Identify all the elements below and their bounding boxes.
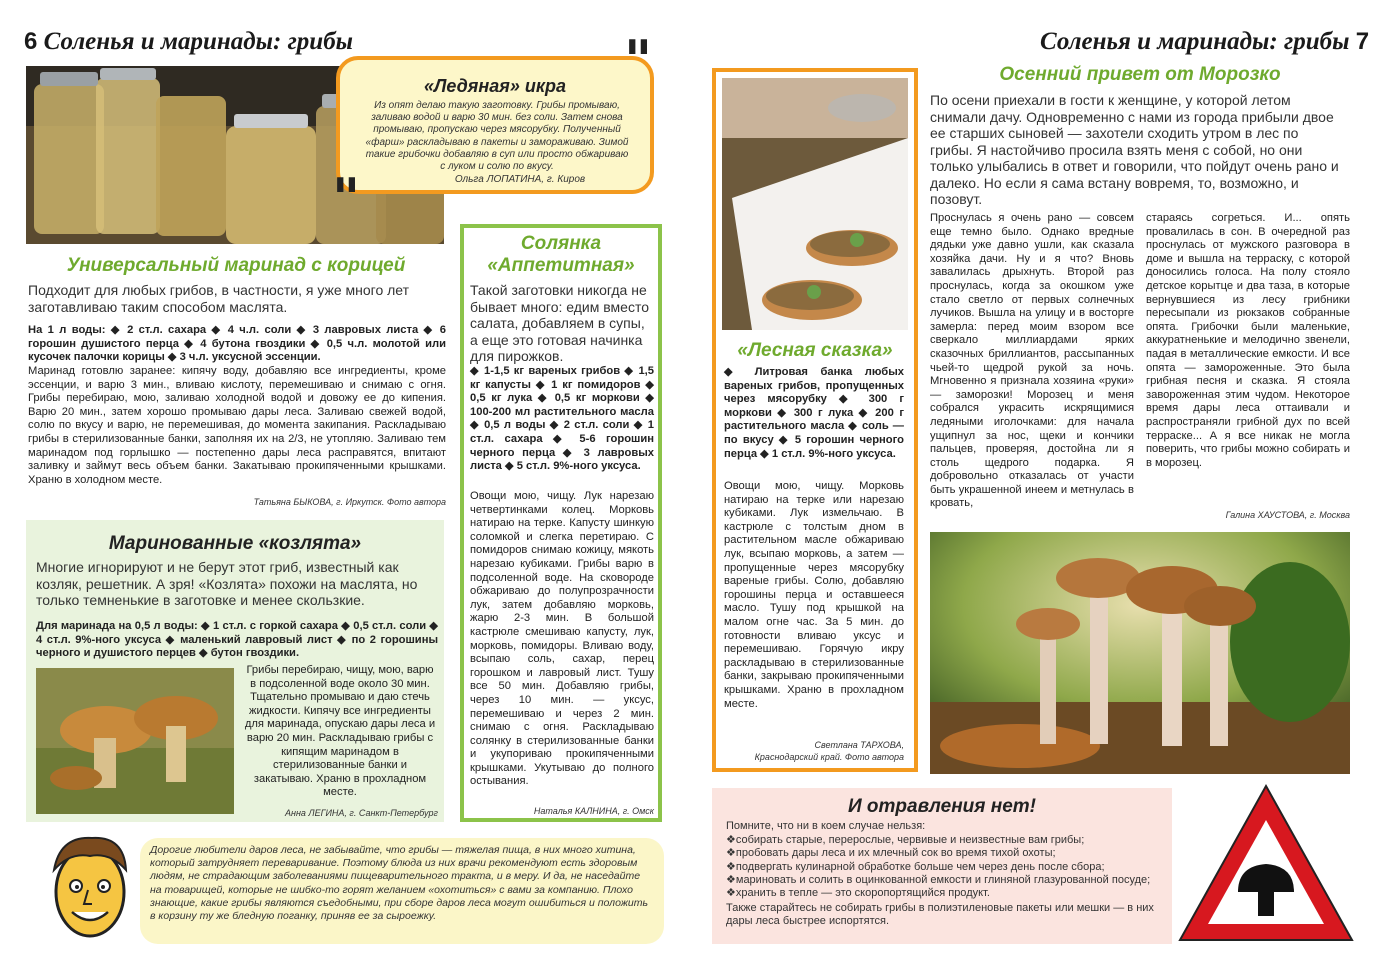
kozlyata-lead: Многие игнорируют и не берут этот гриб, известный как козляк, решетник. А зря! «Козлята» похожи на маслята, но только темненькие в заготовке и менее скользкие. [36, 559, 418, 608]
universal-lead: Подходит для любых грибов, в частности, я уже много лет заготавливаю таким способом маслята. [28, 282, 410, 315]
poison-item: ❖подвергать кулинарной обработке больше чем через день после сбора; [726, 860, 1105, 873]
mushrooms-moss-illustration [36, 668, 234, 814]
honey-mushrooms-illustration [930, 532, 1350, 774]
kozlyata-ingredients: Для маринада на 0,5 л воды: ◆ 1 ст.л. с горкой сахара ◆ 0,5 ст.л. соли ◆ 4 ст.л. 9%-ного уксуса ◆ маленький лавровый лист ◆ по 2 горошины черного и душистого перцев ◆ бутон гвоздики. [36, 620, 438, 660]
kozlyata-sign: Анна ЛЕГИНА, г. Санкт-Петербург [284, 808, 438, 818]
diamond-bullet-icon: ❖ [726, 860, 736, 873]
poison-outro: Также старайтесь не собирать грибы в полиэтиленовые пакеты или мешки — в них дары леса быстрее испортятся. [726, 902, 1154, 928]
poison-item: ❖мариновать и солить в оцинкованной емкости и глиняной глазурованной посуде; [726, 873, 1151, 886]
solyanka-lead: Такой заготовки никогда не бывает много: едим вместо салата, добавляем в супы, а еще это готовая начинка для пирожков. [470, 282, 649, 364]
universal-text: Маринад готовлю заранее: кипячу воду, добавляю все ингредиенты, кроме эссенции, и варю 3 мин., вливаю кислоту, перемешиваю и снимаю с огня. Грибы перебираю, мою, заливаю холодной водой и довожу ее до кипения. Варю 20 мин., затем хорошо промываю дары леса. Заливаю свежей водой, солю по вкусу и варю, не перемешивая, до момента закипания. Раскладываю грибы в стерилизованные банки, заполняя их на 2/3, не утопляю. Заливаю тем маринадом под горлышко — постепенно дары леса расправятся, впитают заливку и займут весь объем банки. Закатываю прокипяченными крышками. Храню в холодном месте. [28, 365, 446, 486]
poison-intro: Помните, что ни в коем случае нельзя: [726, 820, 926, 832]
diamond-bullet-icon: ❖ [726, 834, 736, 846]
poison-title: И отравления нет! [847, 796, 1037, 817]
ledyanaya-title: «Ледяная» икра [424, 76, 566, 96]
lesnaya-title: «Лесная сказка» [737, 340, 893, 361]
honey-mushrooms-photo [930, 532, 1350, 774]
solyanka-text: Овощи мою, чищу. Лук нарезаю четвертинками колец. Морковь натираю на терке. Капусту шинкую соломкой и слегка перетираю. С помидоров снимаю кожицу, мякоть нарезаю кубиками. Грибы варю в подсоленной воде. На сковороде обжариваю до полупрозрачности лук, затем добавляю морковь, жарю 2-3 мин. В большой кастрюле смешиваю капусту, лук, морковь, помидоры. Вливаю воду, всыпаю соль, сахар, перец горошком и лавровый лист. Тушу все 50 мин. Добавляю грибы, через 10 мин. — уксус, перемешиваю и через 2 мин. снимаю с огня. Раскладываю солянку в стерилизованные банки и укупориваю прокипяченными крышками. Укутываю до полного остывания. [470, 490, 654, 788]
morozko-sign: Галина ХАУСТОВА, г. Москва [1225, 510, 1350, 520]
universal-ingredients: На 1 л воды: ◆ 2 ст.л. сахара ◆ 4 ч.л. соли ◆ 3 лавровых листа ◆ 6 горошин душистого перца ◆ 4 бутона гвоздики ◆ 0,5 ч.л. молотой или кусочек палочки корицы ◆ 3 ч.л. уксусной эссенции. [28, 324, 446, 364]
warning-triangle-icon [1176, 780, 1356, 946]
right-page-header [1040, 28, 1369, 56]
ledyanaya-text: Из опят делаю такую заготовку. Грибы промываю, заливаю водой и варю 30 мин. без соли. Затем снова промываю, пропускаю через мясорубку. Полученный «фарш» раскладываю в пакеты и замораживаю. Зимой такие грибочки добавляю в суп или просто обжариваю с луком и солю по вкусу. [365, 100, 629, 173]
left-page-number: 6 [24, 28, 38, 55]
morozko-lead: По осени приехали в гости к женщине, у которой летом снимали дачу. Одновременно с нами из города прибыли двое ее старших сыновей — захотели сходить утром в лес по грибы. Я настойчиво просила взять меня с собой, но они только улыбались в ответ и говорили, что пойдут очень рано и далеко. Но если я сама встану вовремя, то, возможно, и позовут. [930, 92, 1339, 207]
left-page-header [24, 28, 353, 56]
left-page-title: Соленья и маринады: грибы [43, 28, 354, 55]
lesnaya-text: Овощи мою, чищу. Морковь натираю на терке или нарезаю кубиками. Лук измельчаю. В кастрюле с толстым дном в растительном масле обжариваю лук, всыпаю морковь, а затем — пропущенные через мясорубку вареные грибы. Солю, добавляю горошины перца и оставшееся масло. Тушу под крышкой на малом огне час. За 5 мин. до готовности вливаю уксус и перемешиваю. Горячую икру раскладываю в стерилизованные банки, закрываю прокипяченными крышками. Храню в прохладном месте. [724, 480, 904, 710]
toast-appetizer-illustration [722, 78, 908, 330]
solyanka-title-2: «Аппетитная» [487, 255, 635, 276]
diamond-bullet-icon: ❖ [726, 847, 736, 860]
diamond-bullet-icon: ❖ [726, 887, 736, 900]
morozko-title: Осенний привет от Морозко [999, 64, 1281, 85]
poison-item: ❖пробовать дары леса и их млечный сок во время тихой охоты; [726, 847, 1056, 860]
lesnaya-sign-1: Светлана ТАРХОВА, [814, 740, 904, 750]
kozlyata-photo [36, 668, 234, 814]
cartoon-man-icon [40, 830, 136, 950]
mushroom-warning-sign [1176, 780, 1356, 946]
cartoon-face-illustration [40, 830, 136, 950]
lesnaya-sign-2: Краснодарский край. Фото автора [754, 752, 904, 762]
morozko-col2: стараясь согреться. И... опять провалилась в сон. В очередной раз проснулась от мужского разговора в доме и вышла на терраску, с которой доносились голоса. На полу стояло детское корытце и два таза, в которые вернувшиеся из лесу грибники пересыпали из рюкзаков собранные опята. Грибочки были маленькие, аккуратненькие и мелодично звенели, падая в металлические емкости. И все опята — замороженные. Это была грибная песня и сказка. Я стояла завороженная этим чудом. Некоторое время дары леса оттаивали и распространяли грибной дух по всей терраске... А я все никак не могла поверить, что грибы можно собирать и в морозец. [1146, 212, 1350, 469]
open-quote-icon: " [624, 28, 653, 92]
poison-item: ❖хранить в тепле — это скоропортящийся продукт. [726, 887, 990, 900]
morozko-col1: Проснулась я очень рано — совсем еще темно было. Однако вредные дядьки уже давно ушли, как сказала хозяйка дачи. Ну и я что? Вновь завалилась дрыхнуть. Второй раз проснулась, когда за окошком уже стало светло от первых солнечных лучиков. Вышла на улицу и в восторге замерла: перед моим взором все сверкало миллиардами ярких сказочных бриллиантов, рассыпанных чьей-то щедрой рукой за ночь. Мгновенно я признала хозяина «руки» — заморозки! Морозец и меня собрался украсить искрящимися ледяными иголочками: для начала ущипнул за нос, щеки и кончики пальцев, проверяя, достойна ли я столь щедрого подарка. Я добровольно отказалась от участи быть украшенной инеем и метнулась в кровать, [930, 212, 1134, 510]
solyanka-ingredients: ◆ 1-1,5 кг вареных грибов ◆ 1,5 кг капусты ◆ 1 кг помидоров ◆ 0,5 кг лука ◆ 0,5 кг моркови ◆ 100-200 мл растительного масла ◆ 0,5 л воды ◆ 2 ст.л. соли ◆ 1 ст.л. сахара ◆ 5-6 горошин черного перца ◆ 3 лавровых листа ◆ 5 ст.л. 9%-ного уксуса. [470, 365, 654, 473]
universal-sign: Татьяна БЫКОВА, г. Иркутск. Фото автора [253, 497, 446, 507]
universal-title: Универсальный маринад с корицей [66, 255, 406, 276]
tip-text: Дорогие любители даров леса, не забывайте, что грибы — тяжелая пища, в них много хитина, который затрудняет переваривание. Поэтому блюда из них врачи рекомендуют есть здоровым людям, не страдающим заболеваниями пищеварительного тракта, и в меру. И да, не наседайте на товарищей, которые не шибко-то горят желанием «охотиться» с вами за компанию. Плохо знающие, какие грибы являются съедобными, при сборе даров леса могут ошибиться и положить в корзину ту же бледную поганку, приняв ее за сыроежку. [150, 844, 649, 923]
kozlyata-text: Грибы перебираю, чищу, мою, варю в подсоленной воде около 30 мин. Тщательно промываю и даю стечь жидкости. Кипячу все ингредиенты для маринада, опускаю дары леса и варю 20 мин. Раскладываю грибы с кипящим маринадом в стерилизованные банки и закатываю. Храню в прохладном месте. [244, 664, 436, 799]
ledyanaya-sign: Ольга ЛОПАТИНА, г. Киров [454, 174, 586, 185]
lesnaya-ingredients: ◆ Литровая банка любых вареных грибов, пропущенных через мясорубку ◆ 300 г моркови ◆ 300 г лука ◆ 200 г растительного масла ◆ соль — по вкусу ◆ 5 горошин черного перца ◆ 1 ст.л. 9%-ного уксуса. [724, 366, 904, 460]
poison-item: ❖собирать старые, перерослые, червивые и неизвестные вам грибы; [726, 834, 1085, 846]
lesnaya-photo [722, 78, 908, 330]
right-page-title: Соленья и маринады: грибы [1040, 28, 1350, 55]
kozlyata-title: Маринованные «козлята» [108, 533, 362, 554]
close-quote-icon: " [332, 166, 361, 230]
right-page-number: 7 [1355, 28, 1370, 55]
poison-list [726, 834, 1172, 900]
solyanka-sign: Наталья КАЛНИНА, г. Омск [533, 806, 654, 816]
diamond-bullet-icon: ❖ [726, 873, 736, 886]
solyanka-title-1: Солянка [520, 233, 602, 254]
